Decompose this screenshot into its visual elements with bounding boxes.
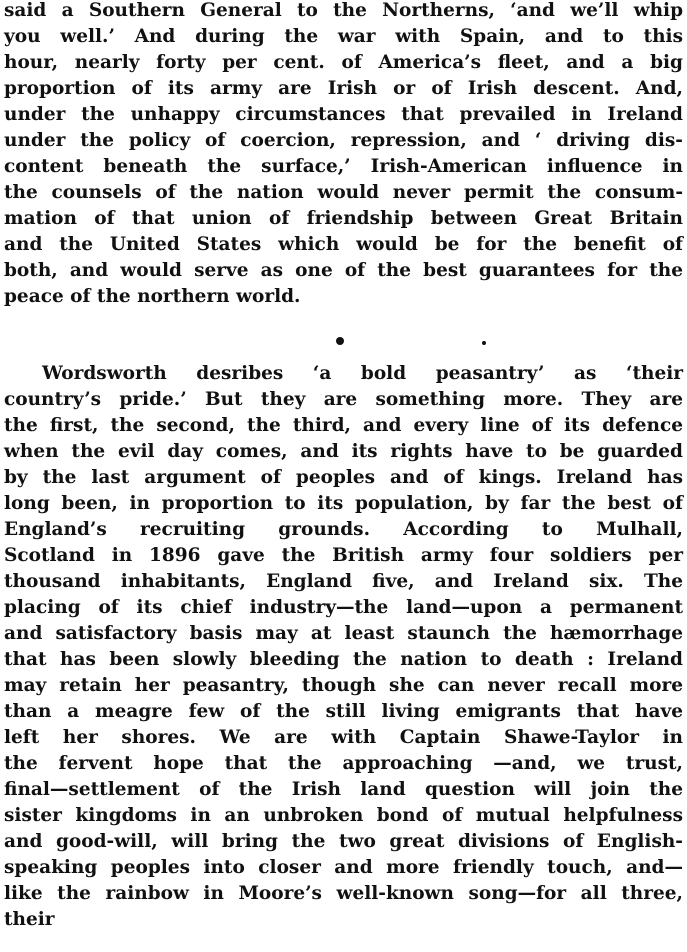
text-line: Wordsworth desribes ‘a bold peasantry’ as ‘their <box>42 363 683 384</box>
text-line: thousand inhabitants, England five, and Ireland six. The <box>4 571 683 592</box>
text-line: hour, nearly forty per cent. of America’s fleet, and a big <box>4 52 683 73</box>
divider-dot <box>336 337 344 345</box>
text-line: said a Southern General to the Northerns, ‘and we’ll whip <box>4 0 683 21</box>
text-line: speaking peoples into closer and more friendly touch, and— <box>4 857 683 878</box>
text-line: the counsels of the nation would never permit the consum- <box>4 182 683 203</box>
text-line: that has been slowly bleeding the nation to death : Ireland <box>4 649 683 670</box>
text-line: sister kingdoms in an unbroken bond of mutual helpfulness <box>4 805 683 826</box>
text-line: and satisfactory basis may at least staunch the hæmorrhage <box>4 623 683 644</box>
text-line: placing of its chief industry—the land—upon a permanent <box>4 597 683 618</box>
text-line: may retain her peasantry, though she can never recall more <box>4 675 683 696</box>
text-line: country’s pride.’ But they are something more. They are <box>4 389 683 410</box>
text-line: you well.’ And during the war with Spain, and to this <box>4 26 683 47</box>
text-line: England’s recruiting grounds. According to Mulhall, <box>4 519 683 540</box>
text-line: when the evil day comes, and its rights have to be guarded <box>4 441 683 462</box>
text-line: and good-will, will bring the two great divisions of English- <box>4 831 683 852</box>
text-line: like the rainbow in Moore’s well-known song—for all three, <box>4 883 683 904</box>
text-line: both, and would serve as one of the best guarantees for the <box>4 260 683 281</box>
text-line: than a meagre few of the still living emigrants that have <box>4 701 683 722</box>
text-line: their <box>4 909 55 930</box>
text-line: content beneath the surface,’ Irish-American influence in <box>4 156 683 177</box>
text-line: the fervent hope that the approaching —and, we trust, <box>4 753 683 774</box>
text-line: mation of that union of friendship between Great Britain <box>4 208 683 229</box>
text-line: peace of the northern world. <box>4 286 301 307</box>
section-divider <box>0 329 687 349</box>
paragraph-irish-american-influence <box>4 0 683 310</box>
text-line: the first, the second, the third, and every line of its defence <box>4 415 683 436</box>
text-line: under the policy of coercion, repression, and ‘ driving dis- <box>4 130 683 151</box>
divider-speck <box>482 341 486 345</box>
text-line: proportion of its army are Irish or of Irish descent. And, <box>4 78 683 99</box>
text-line: final—settlement of the Irish land question will join the <box>4 779 683 800</box>
text-line: and the United States which would be for the benefit of <box>4 234 683 255</box>
text-line: under the unhappy circumstances that prevailed in Ireland <box>4 104 683 125</box>
text-line: long been, in proportion to its population, by far the best of <box>4 493 683 514</box>
paragraph-bold-peasantry <box>4 361 683 933</box>
text-line: left her shores. We are with Captain Shawe-Taylor in <box>4 727 683 748</box>
text-line: Scotland in 1896 gave the British army four soldiers per <box>4 545 683 566</box>
text-line: by the last argument of peoples and of kings. Ireland has <box>4 467 683 488</box>
